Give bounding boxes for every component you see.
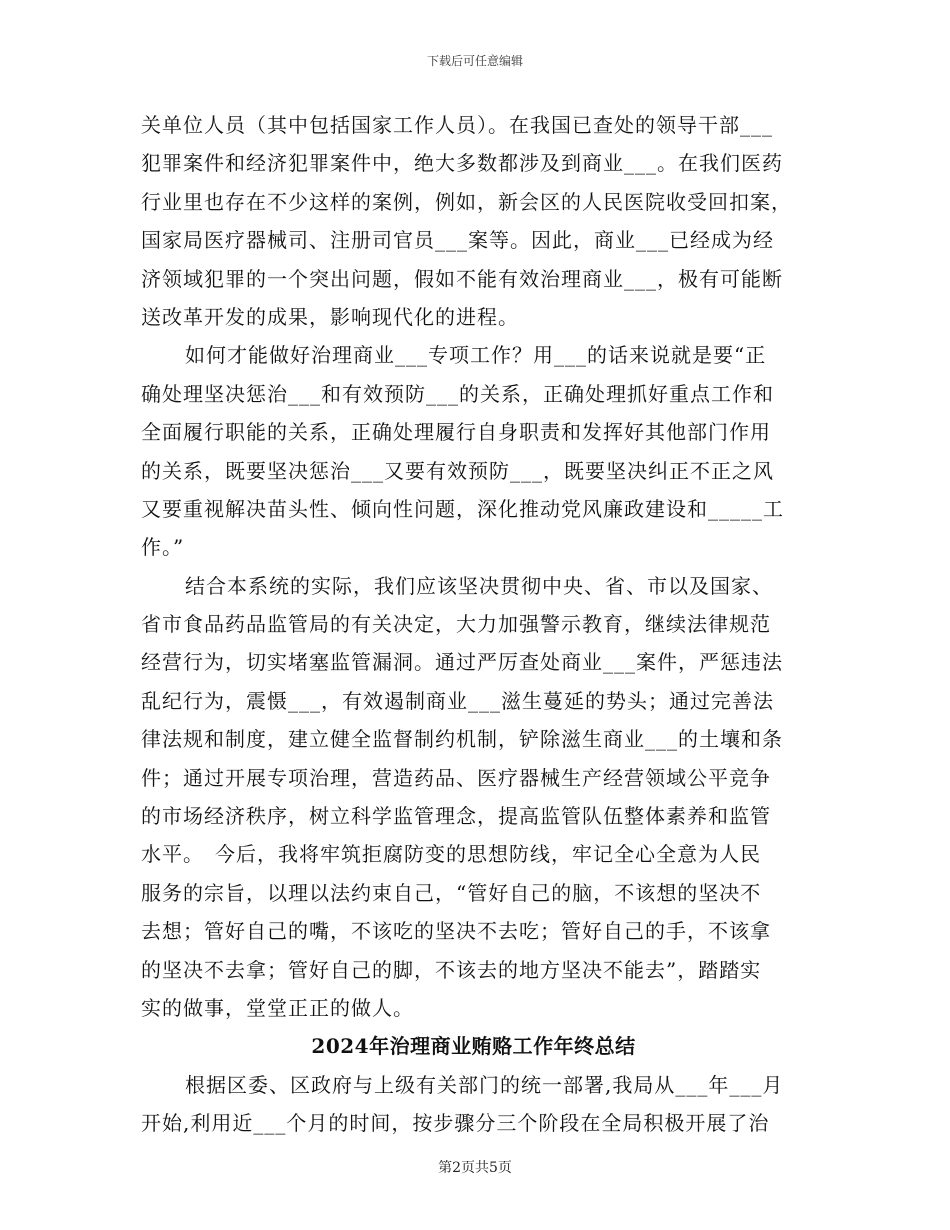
body-line: 国家局医疗器械司、注册司官员___案等。因此，商业___已经成为经 [141,228,774,253]
body-line: 服务的宗旨，以理以法约束自己，“管好自己的脑，不该想的坚决不 [141,880,762,905]
body-line: 实的做事，堂堂正正的做人。 [141,995,414,1020]
body-line: 犯罪案件和经济犯罪案件中，绝大多数都涉及到商业___。在我们医药 [141,151,783,176]
page-footer: 第2页共5页 [438,1160,512,1176]
body-line: 水平。 今后，我将牢筑拒腐防变的思想防线，牢记全心全意为人民 [141,842,761,867]
body-line: 作。” [141,535,185,560]
paragraph-start-line: 根据区委、区政府与上级有关部门的统一部署,我局从___年___月 [185,1072,784,1097]
body-line: 济领域犯罪的一个突出问题，假如不能有效治理商业___，极有可能断 [141,266,783,291]
body-line: 确处理坚决惩治___和有效预防___的关系，正确处理抓好重点工作和 [141,381,774,406]
body-line: 乱纪行为，震慑___，有效遏制商业___滋生蔓延的势头；通过完善法 [141,688,774,713]
body-line: 省市食品药品监管局的有关决定，大力加强警示教育，继续法律规范 [141,612,771,637]
body-line: 开始,利用近___个月的时间，按步骤分三个阶段在全局积极开展了治 [141,1111,770,1136]
paragraph-start-line: 结合本系统的实际，我们应该坚决贯彻中央、省、市以及国家、 [185,573,773,598]
body-line: 律法规和制度，建立健全监督制约机制，铲除滋生商业___的土壤和条 [141,727,783,752]
page-header: 下载后可任意编辑 [426,54,523,68]
body-line: 经营行为，切实堵塞监管漏洞。通过严厉查处商业___案件，严惩违法 [141,650,783,675]
document-body [141,106,806,1143]
body-line: 全面履行职能的关系，正确处理履行自身职责和发挥好其他部门作用 [141,420,771,445]
section-title: 2024年治理商业贿赂工作年终总结 [311,1034,636,1059]
body-line: 送改革开发的成果，影响现代化的进程。 [141,304,519,329]
body-line: 去想；管好自己的嘴，不该吃的坚决不去吃；管好自己的手，不该拿 [141,919,771,944]
body-line: 件；通过开展专项治理，营造药品、医疗器械生产经营领域公平竞争 [141,765,771,790]
body-line: 的关系，既要坚决惩治___又要有效预防___，既要坚决纠正不正之风 [141,458,774,483]
body-line: 行业里也存在不少这样的案例，例如，新会区的人民医院收受回扣案， [141,189,792,214]
paragraph-start-line: 如何才能做好治理商业___专项工作？用___的话来说就是要“正 [185,343,767,368]
body-line: 关单位人员（其中包括国家工作人员）。在我国已查处的领导干部___ [141,113,773,137]
body-line: 的坚决不去拿；管好自己的脚，不该去的地方坚决不能去”，踏踏实 [141,957,762,982]
body-line: 的市场经济秩序，树立科学监管理念，提高监管队伍整体素养和监管 [141,804,771,829]
body-line: 又要重视解决苗头性、倾向性问题，深化推动党风廉政建设和_____工 [141,496,784,521]
